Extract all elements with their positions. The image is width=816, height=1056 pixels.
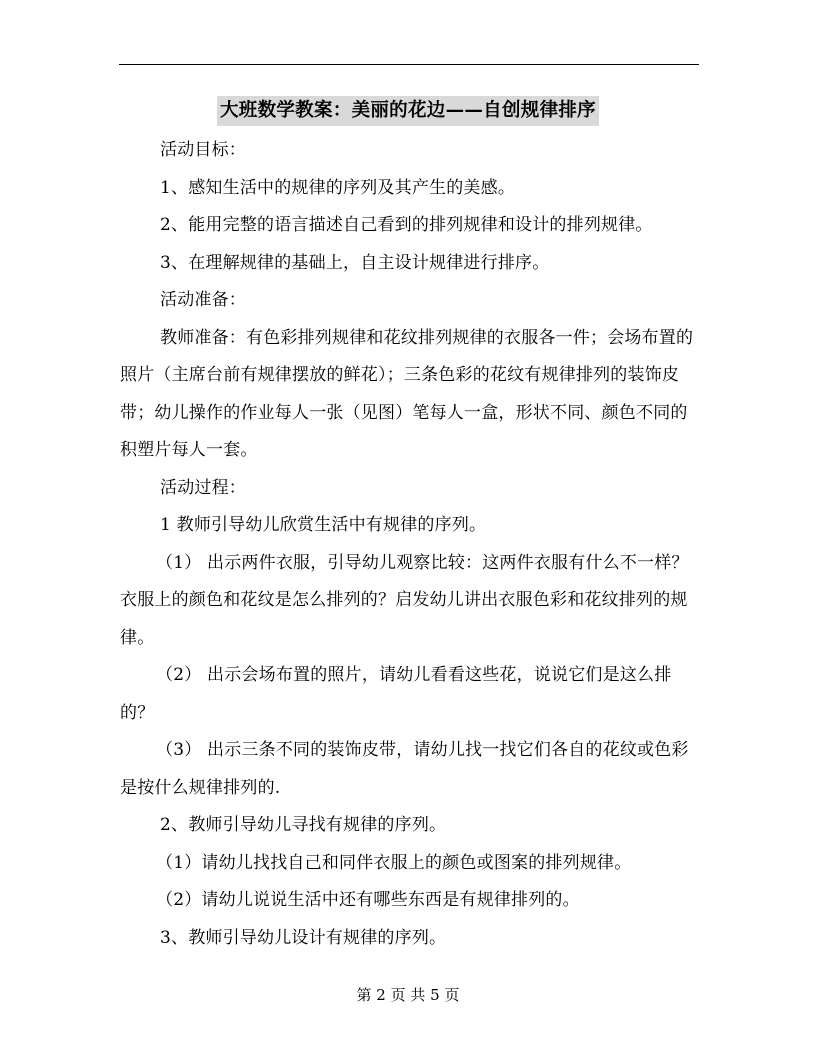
preparation-paragraph: 教师准备：有色彩排列规律和花纹排列规律的衣服各一件；会场布置的照片（主席台前有规律摆放的鲜花）；三条色彩的花纹有规律排列的装饰皮带；幼儿操作的作业每人一张（见图）笔每人一盒，形状不同、颜色不同的积塑片每人一套。 bbox=[120, 327, 694, 460]
process-substep-1-2: （2） 出示会场布置的照片，请幼儿看看这些花，说说它们是这么排的？ bbox=[120, 665, 672, 723]
document-body bbox=[120, 132, 702, 957]
section-heading-goals: 活动目标： bbox=[160, 140, 246, 160]
process-step-2: 2、教师引导幼儿寻找有规律的序列。 bbox=[160, 815, 447, 835]
process-substep-2-2: （2）请幼儿说说生活中还有哪些东西是有规律排列的。 bbox=[156, 890, 580, 910]
section-heading-process: 活动过程： bbox=[160, 477, 246, 498]
page-footer: 第 2 页 共 5 页 bbox=[356, 986, 460, 1004]
title-container bbox=[0, 96, 816, 126]
header-rule bbox=[119, 64, 699, 65]
process-substep-2-1: （1）请幼儿找找自己和同伴衣服上的颜色或图案的排列规律。 bbox=[156, 852, 632, 873]
process-substep-1-3: （3） 出示三条不同的装饰皮带，请幼儿找一找它们各自的花纹或色彩是按什么规律排列的. bbox=[120, 740, 689, 798]
goal-item-1: 1、感知生活中的规律的序列及其产生的美感。 bbox=[160, 177, 516, 198]
section-heading-preparation: 活动准备： bbox=[160, 290, 246, 310]
goal-item-2: 2、能用完整的语言描述自己看到的排列规律和设计的排列规律。 bbox=[160, 215, 653, 235]
process-step-3: 3、教师引导幼儿设计有规律的序列。 bbox=[160, 927, 447, 948]
goal-item-3: 3、在理解规律的基础上，自主设计规律进行排序。 bbox=[160, 252, 550, 273]
document-title: 大班数学教案：美丽的花边——自创规律排序 bbox=[217, 96, 599, 126]
process-substep-1-1: （1） 出示两件衣服，引导幼儿观察比较：这两件衣服有什么不一样？衣服上的颜色和花纹是怎么排列的？启发幼儿讲出衣服色彩和花纹排列的规律。 bbox=[120, 552, 689, 648]
process-step-1: 1 教师引导幼儿欣赏生活中有规律的序列。 bbox=[160, 515, 487, 535]
